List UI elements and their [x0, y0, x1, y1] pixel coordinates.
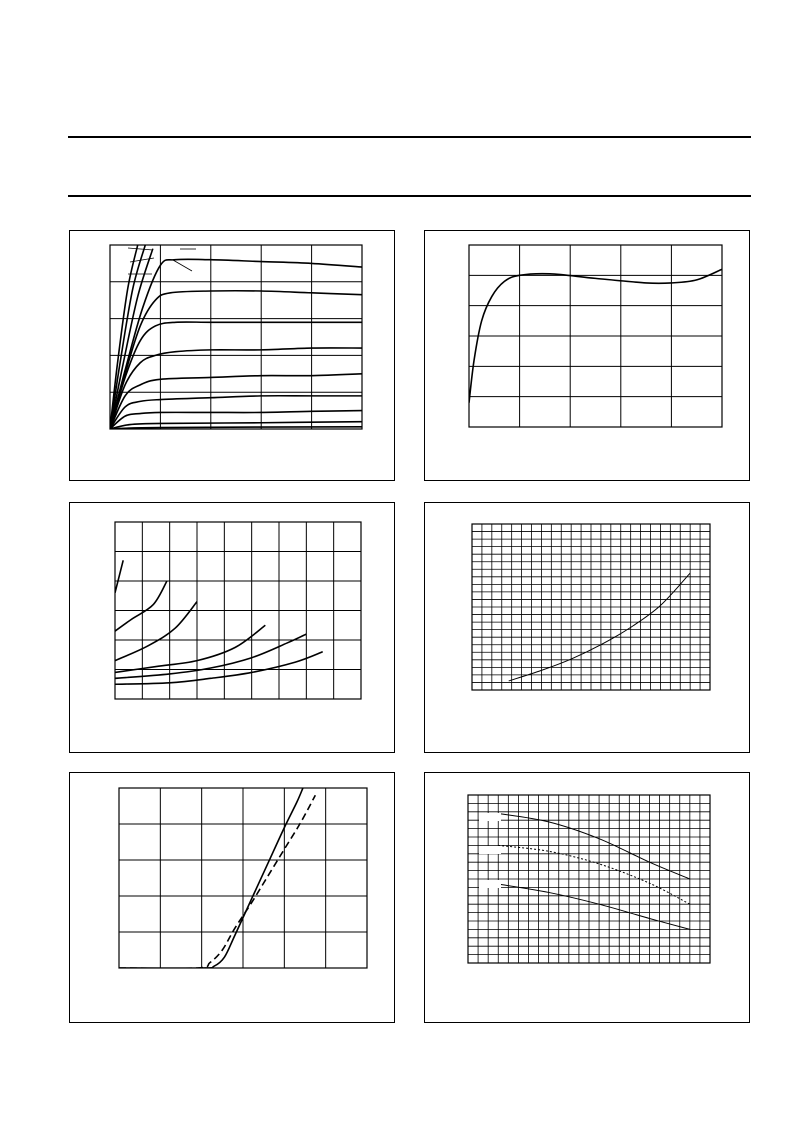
header-bottom-rule — [68, 195, 751, 197]
annotation-leader-1 — [128, 248, 153, 250]
chart-panel-3 — [69, 502, 395, 753]
annotation-leader-5 — [173, 260, 192, 271]
series-curve-4 — [115, 625, 265, 672]
grid-lines — [110, 245, 362, 429]
series-curve-7 — [110, 348, 362, 429]
series-curve-2 — [115, 581, 167, 631]
output-characteristics-chart — [70, 231, 396, 482]
grid-lines — [115, 522, 361, 699]
grid-lines — [119, 788, 367, 968]
chart-panel-5 — [69, 772, 395, 1023]
chart-panel-4 — [424, 502, 750, 753]
series-curve-1 — [509, 573, 690, 681]
series-curve-2 — [498, 845, 690, 904]
saturation-voltage-chart — [70, 503, 396, 754]
derating-curves-chart — [425, 773, 751, 1024]
series-curve-1 — [119, 788, 303, 968]
temperature-coefficient-chart — [425, 503, 751, 754]
normalized-gain-chart — [425, 231, 751, 482]
chart-panel-6 — [424, 772, 750, 1023]
chart-panel-1 — [69, 230, 395, 481]
grid-lines — [469, 245, 722, 427]
chart-panel-2 — [424, 230, 750, 481]
curve-label-patch-1 — [479, 813, 501, 821]
curve-label-patch-2 — [479, 846, 501, 854]
series-curve-4 — [110, 259, 362, 429]
plot-frame — [110, 245, 362, 429]
curve-label-patch-3 — [479, 880, 501, 888]
series-curve-3 — [498, 884, 690, 929]
series-curve-8 — [110, 374, 362, 429]
series-curve-1 — [115, 560, 123, 592]
series-curve-5 — [110, 291, 362, 429]
grid-lines — [468, 795, 710, 963]
series-curve-1 — [498, 813, 690, 879]
grid-lines — [472, 524, 710, 690]
transfer-characteristics-chart — [70, 773, 396, 1024]
series-curve-2 — [119, 795, 315, 968]
header-top-rule — [68, 136, 751, 138]
